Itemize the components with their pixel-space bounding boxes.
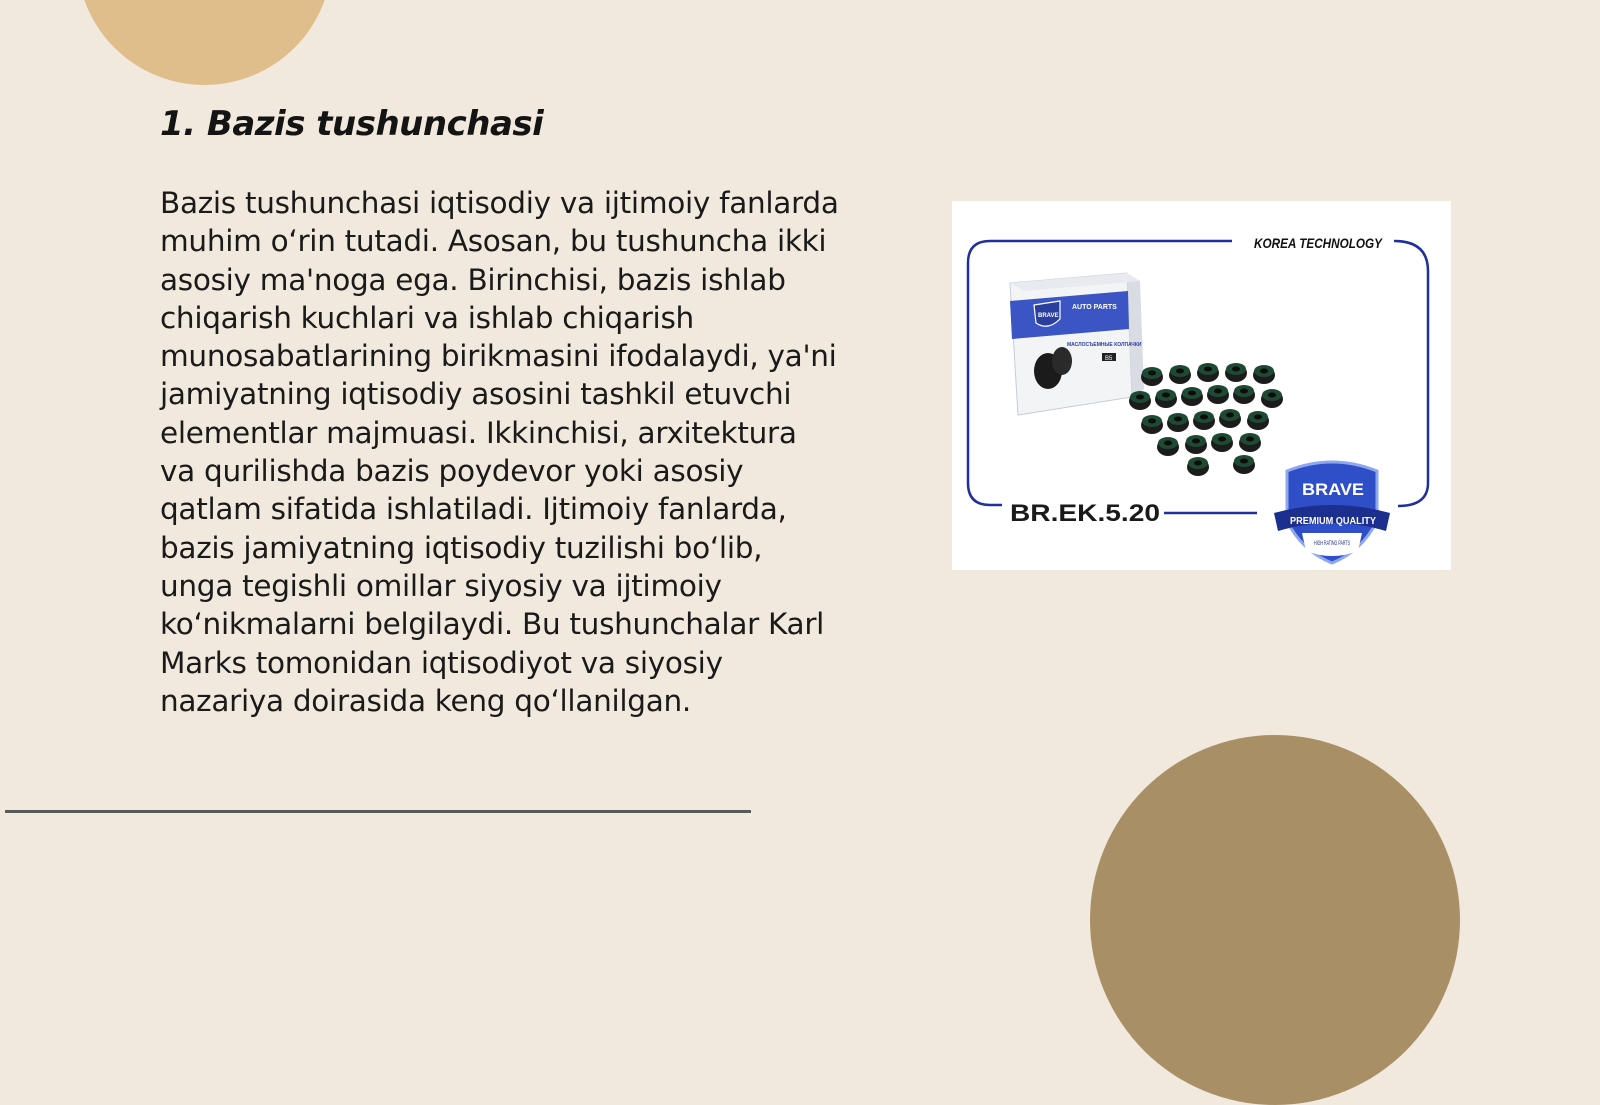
valve-seal (1129, 391, 1151, 410)
premium-quality-badge (1274, 462, 1390, 563)
valve-seal (1169, 365, 1191, 384)
valve-seal (1253, 365, 1275, 384)
valve-seal (1157, 437, 1179, 456)
valve-seal (1187, 457, 1209, 476)
valve-seal (1219, 409, 1241, 428)
badge-ribbon-text: PREMIUM QUALITY (1290, 516, 1377, 527)
product-image (952, 201, 1451, 570)
valve-seal (1197, 363, 1219, 382)
part-number-text: BR.EK.5.20 (1010, 500, 1160, 527)
product-box (1010, 273, 1144, 415)
valve-seal (1185, 435, 1207, 454)
badge-sub-text: HIGH RATING PARTS (1314, 541, 1350, 547)
product-illustration (952, 201, 1451, 570)
box-product-text: МАСЛОСЪЕМНЫЕ КОЛПАЧКИ (1067, 342, 1142, 348)
divider-line (5, 810, 751, 813)
valve-seal (1233, 455, 1255, 474)
valve-seals-group (1129, 363, 1283, 476)
valve-seal (1141, 367, 1163, 386)
valve-seal (1141, 415, 1163, 434)
valve-seal (1181, 387, 1203, 406)
valve-seal (1247, 411, 1269, 430)
box-label-text: AUTO PARTS (1072, 304, 1117, 311)
valve-seal (1155, 389, 1177, 408)
decorative-circle-top (77, 0, 332, 85)
valve-seal (1239, 433, 1261, 452)
valve-seal (1193, 411, 1215, 430)
slide-title: 1. Bazis tushunchasi (160, 104, 544, 144)
box-code-text: B5 (1105, 356, 1113, 362)
decorative-circle-bottom (1090, 735, 1460, 1105)
valve-seal (1167, 413, 1189, 432)
valve-seal (1207, 385, 1229, 404)
valve-seal (1211, 433, 1233, 452)
box-brand-text: BRAVE (1038, 313, 1059, 319)
slide-body-text: Bazis tushunchasi iqtisodiy va ijtimoiy fanlarda muhim o‘rin tutadi. Asosan, bu tushuncha ikki asosiy ma'noga ega. Birinchisi, bazis ishlab chiqarish kuchlari va ishlab chiqarish munosabatlarining birikmasini ifodalaydi, ya'ni jamiyatning iqtisodiy asosini tashkil etuvchi elementlar majmuasi. Ikkinchisi, arxitektura va qurilishda bazis poydevor yoki asosiy qatlam sifatida ishlatiladi. Ijtimoiy fanlarda, bazis jamiyatning iqtisodiy tuzilishi bo‘lib, unga tegishli omillar siyosiy va ijtimoiy ko‘nikmalarni belgilaydi. Bu tushunchalar Karl Marks tomonidan iqtisodiyot va siyosiy nazariya doirasida keng qo‘llanilgan. (160, 186, 839, 718)
valve-seal (1233, 385, 1255, 404)
valve-seal (1225, 363, 1247, 382)
valve-seal (1261, 389, 1283, 408)
tagline-text: KOREA TECHNOLOGY (1254, 235, 1384, 251)
badge-brand-text: BRAVE (1302, 480, 1364, 499)
